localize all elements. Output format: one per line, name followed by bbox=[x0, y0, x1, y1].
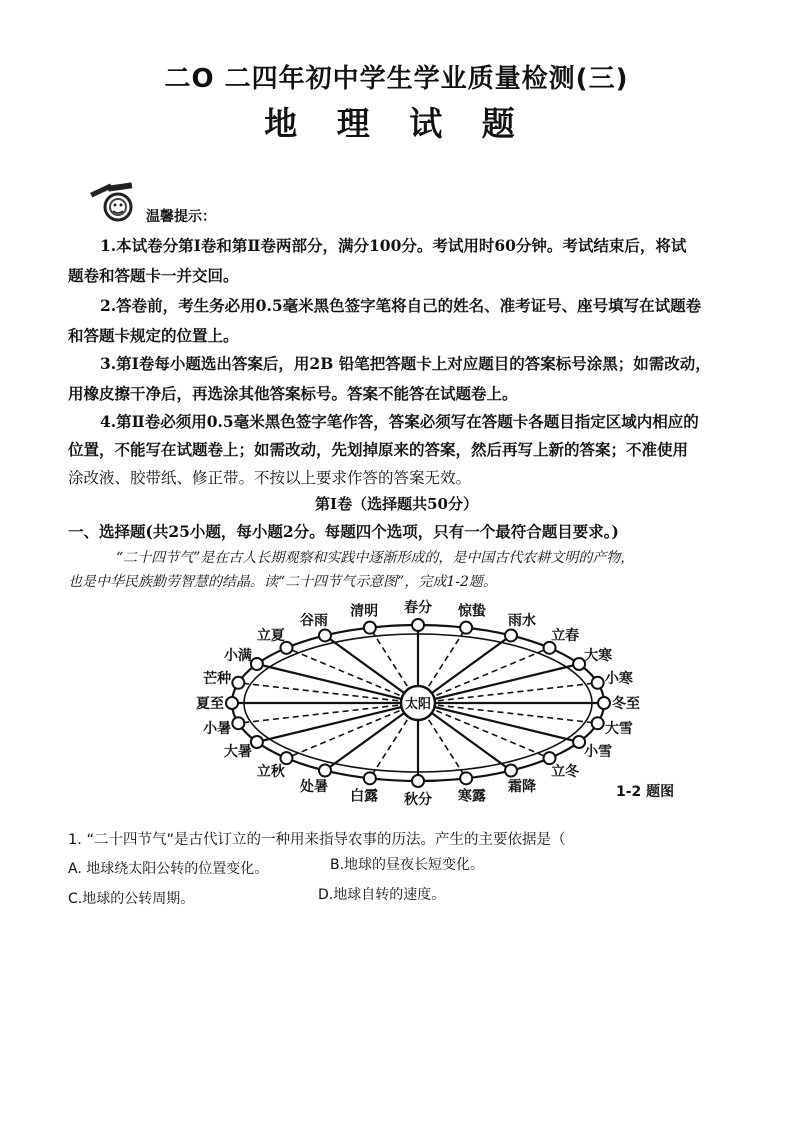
term-node-14 bbox=[232, 717, 244, 729]
term-label-7: 春分 bbox=[404, 600, 432, 616]
term-label-13: 夏至 bbox=[196, 696, 224, 712]
term-node-18 bbox=[364, 772, 376, 784]
term-label-19: 秋分 bbox=[404, 792, 432, 808]
tip-4-line1: 4.第Ⅱ卷必须用0.5毫米黑色签字笔作答，答案必须写在答题卡各题目指定区域内相应的 bbox=[100, 412, 699, 431]
spoke-2 bbox=[418, 683, 598, 703]
section-instruction: 一、选择题(共25小题，每小题2分。每题四个选项，只有一个最符合题目要求。) bbox=[68, 522, 619, 541]
term-node-22 bbox=[544, 752, 556, 764]
option-d[interactable]: D.地球自转的速度。 bbox=[318, 887, 446, 903]
term-node-20 bbox=[460, 772, 472, 784]
term-node-17 bbox=[319, 765, 331, 777]
term-label-8: 清明 bbox=[350, 603, 379, 620]
term-label-10: 立夏 bbox=[256, 628, 285, 645]
term-label-14: 小暑 bbox=[203, 720, 232, 737]
term-label-11: 小满 bbox=[223, 648, 252, 664]
term-label-20: 寒露 bbox=[457, 788, 486, 805]
tip-1-line1: 1.本试卷分第Ⅰ卷和第Ⅱ卷两部分，满分100分。考试用时60分钟。考试结束后，将试 bbox=[100, 236, 687, 255]
term-label-16: 立秋 bbox=[256, 763, 285, 780]
term-node-2 bbox=[592, 677, 604, 689]
tip-mascot-icon bbox=[88, 182, 138, 224]
option-c[interactable]: C.地球的公转周期。 bbox=[68, 891, 195, 907]
tip-4-line3: 涂改液、胶带纸、修正带。不按以上要求作答的答案无效。 bbox=[68, 469, 472, 487]
tips-label: 温馨提示： bbox=[146, 209, 216, 225]
term-node-1 bbox=[598, 697, 610, 709]
term-label-1: 冬至 bbox=[612, 696, 640, 712]
question-1-stem: 1. “二十四节气”是古代订立的一种用来指导农事的历法。产生的主要依据是（ bbox=[68, 832, 566, 848]
figure-label: 1-2 题图 bbox=[616, 784, 675, 800]
term-node-19 bbox=[412, 775, 424, 787]
term-label-17: 处暑 bbox=[300, 779, 328, 796]
term-label-3: 大寒 bbox=[584, 648, 613, 664]
section-title: 第Ⅰ卷（选择题共50分） bbox=[315, 495, 478, 513]
term-node-5 bbox=[505, 629, 517, 641]
spoke-3 bbox=[418, 664, 579, 703]
term-node-12 bbox=[232, 677, 244, 689]
spoke-23 bbox=[418, 703, 579, 742]
term-label-2: 小寒 bbox=[604, 671, 633, 688]
term-label-4: 立春 bbox=[551, 628, 580, 645]
term-node-24 bbox=[592, 717, 604, 729]
term-node-15 bbox=[251, 736, 263, 748]
term-node-9 bbox=[319, 629, 331, 641]
term-label-15: 大暑 bbox=[223, 744, 252, 760]
term-label-12: 芒种 bbox=[203, 671, 232, 688]
term-node-21 bbox=[505, 765, 517, 777]
tip-3-line1: 3.第Ⅰ卷每小题选出答案后，用2B 铅笔把答题卡上对应题目的答案标号涂黑；如需改动， bbox=[100, 354, 711, 373]
term-label-18: 白露 bbox=[350, 788, 379, 805]
tip-4-line2: 位置，不能写在试题卷上；如需改动，先划掉原来的答案，然后再写上新的答案；不准使用 bbox=[68, 440, 689, 459]
tip-2-line1: 2.答卷前，考生务必用0.5毫米黑色签字笔将自己的姓名、准考证号、座号填写在试题卷 bbox=[100, 296, 702, 315]
option-a[interactable]: A. 地球绕太阳公转的位置变化。 bbox=[68, 861, 269, 877]
sun-label: 太阳 bbox=[404, 697, 432, 712]
term-label-23: 小雪 bbox=[584, 744, 613, 760]
spoke-24 bbox=[418, 703, 598, 723]
option-b[interactable]: B.地球的昼夜长短变化。 bbox=[330, 857, 485, 873]
term-node-6 bbox=[460, 622, 472, 634]
subject-title: 地 理 试 题 bbox=[264, 104, 529, 143]
tip-3-line2: 用橡皮擦干净后，再选涂其他答案标号。答案不能答在试题卷上。 bbox=[68, 384, 518, 403]
tip-2-line2: 和答题卡规定的位置上。 bbox=[68, 326, 239, 345]
term-node-11 bbox=[251, 658, 263, 670]
spoke-15 bbox=[257, 703, 418, 742]
term-label-9: 谷雨 bbox=[300, 612, 328, 629]
term-node-7 bbox=[412, 619, 424, 631]
tip-1-line2: 题卷和答题卡一并交回。 bbox=[68, 266, 239, 285]
spoke-12 bbox=[238, 683, 418, 703]
term-label-22: 立冬 bbox=[551, 763, 580, 780]
term-node-16 bbox=[280, 752, 292, 764]
spoke-14 bbox=[238, 703, 418, 723]
term-label-5: 雨水 bbox=[508, 612, 536, 629]
passage-line2: 也是中华民族勤劳智慧的结晶。读“二十四节气示意图”，完成1-2题。 bbox=[68, 574, 497, 590]
term-node-13 bbox=[226, 697, 238, 709]
spoke-11 bbox=[257, 664, 418, 703]
exam-title: 二O 二四年初中学生学业质量检测(三) bbox=[164, 64, 629, 94]
passage-line1: “二十四节气”是在古人长期观察和实践中逐渐形成的，是中国古代农耕文明的产物， bbox=[116, 550, 635, 566]
term-label-21: 霜降 bbox=[508, 779, 536, 796]
term-node-8 bbox=[364, 622, 376, 634]
solar-terms-diagram bbox=[180, 598, 680, 808]
term-label-24: 大雪 bbox=[604, 720, 633, 737]
term-label-6: 惊蛰 bbox=[457, 603, 486, 620]
